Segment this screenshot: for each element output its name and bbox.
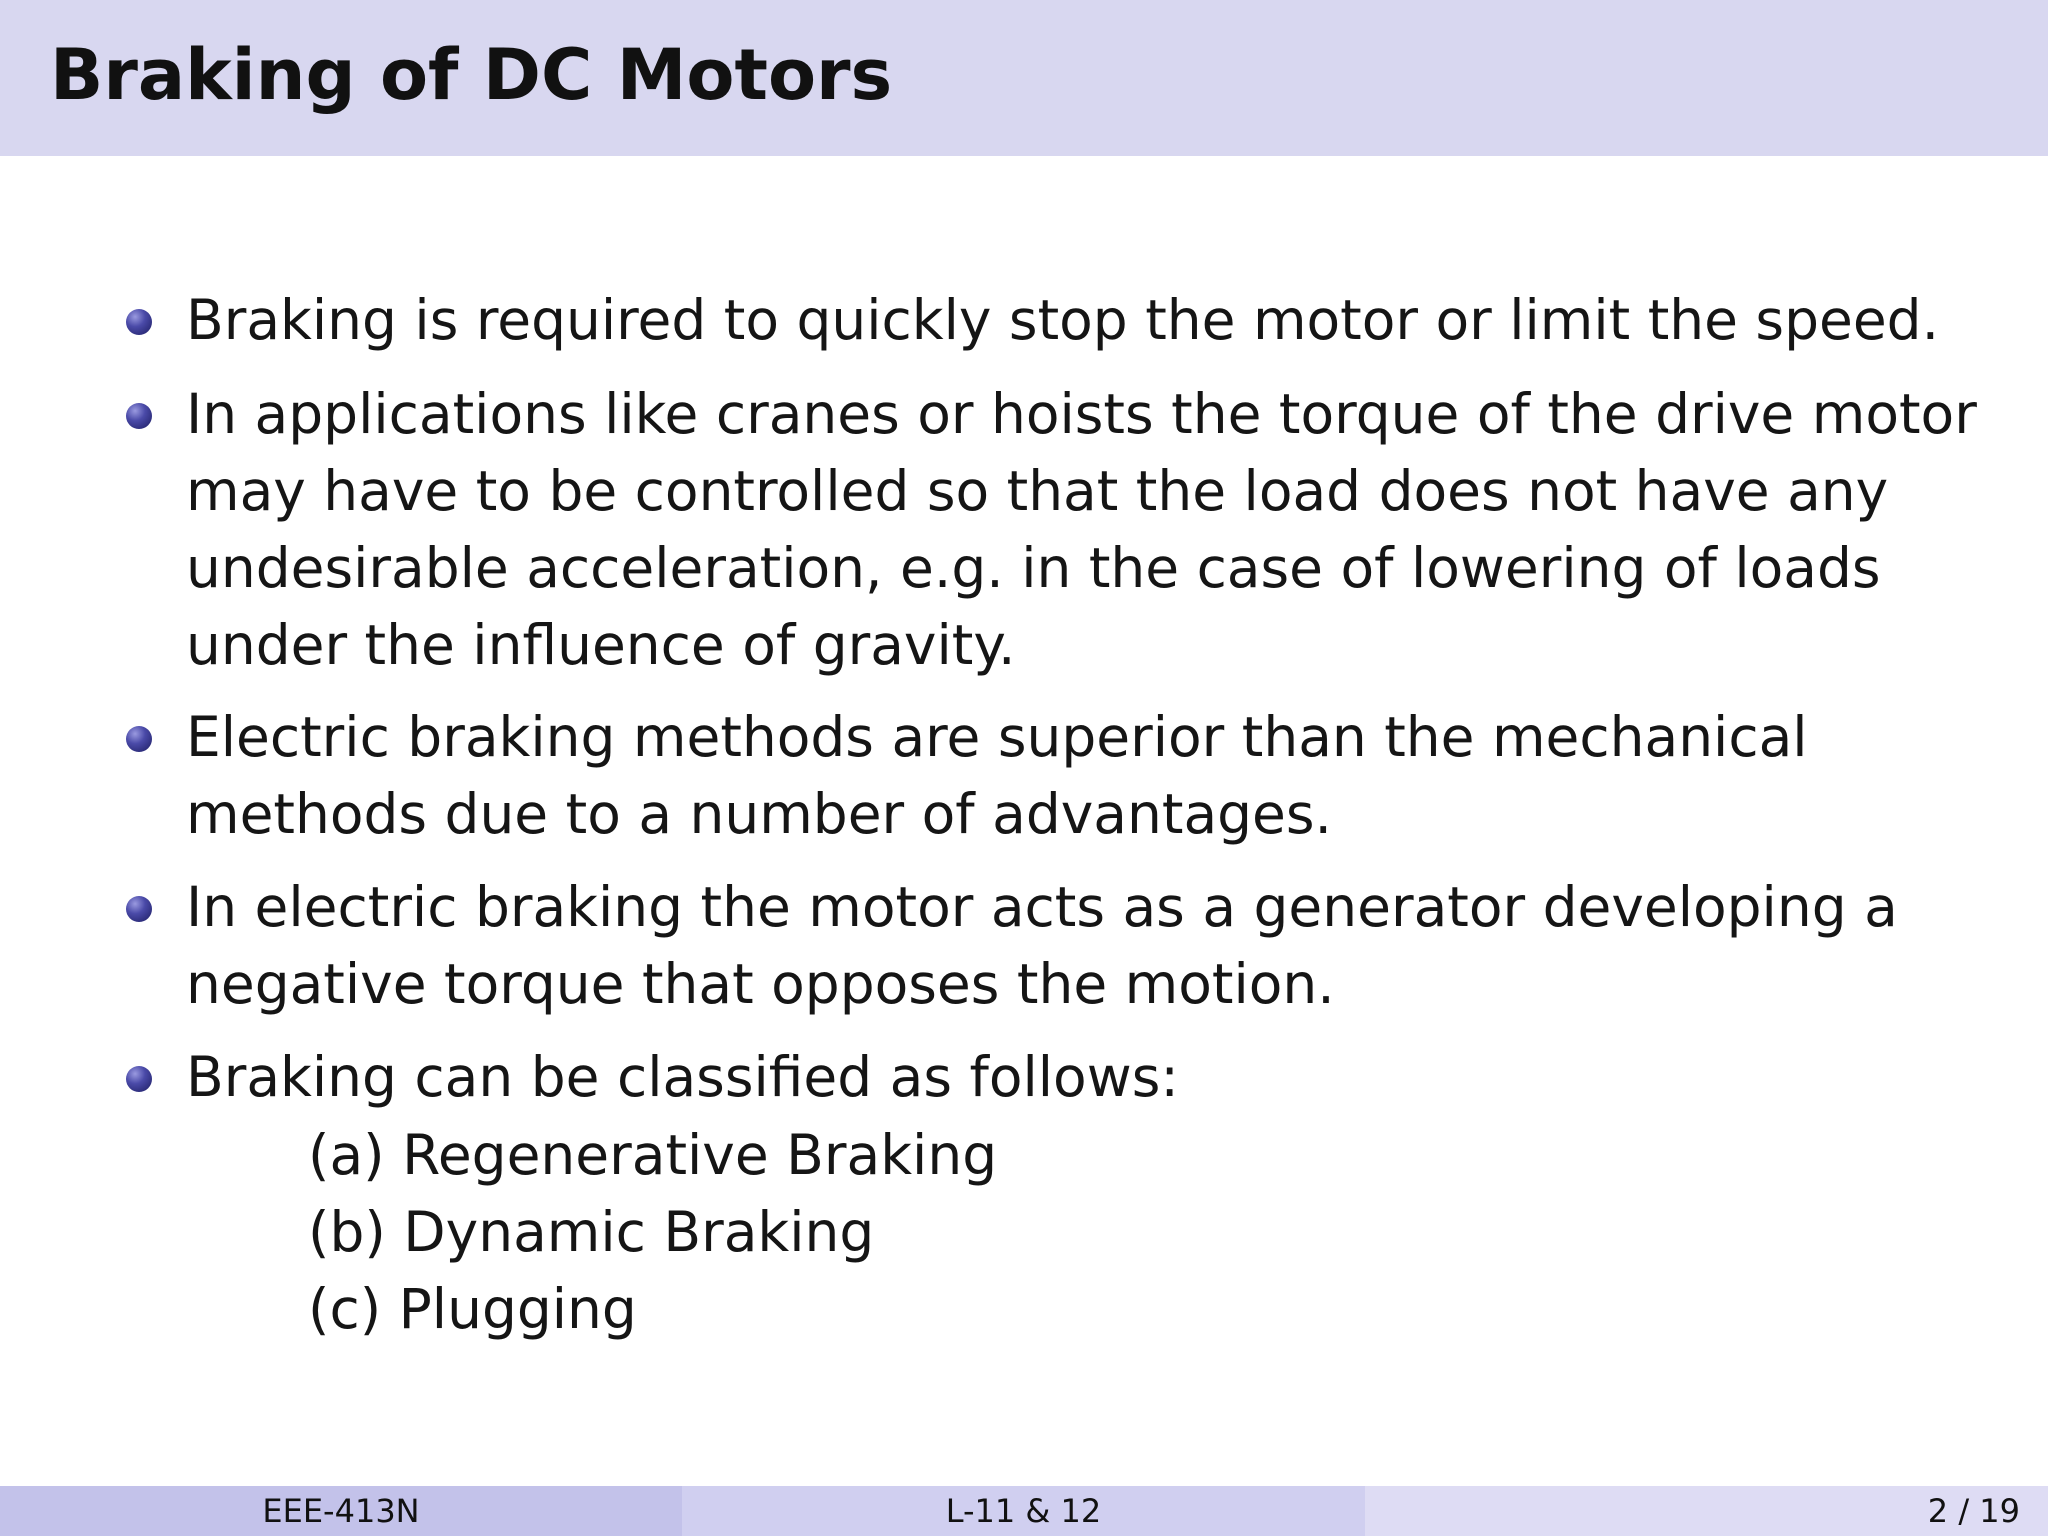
- bullet-text: Braking can be classified as follows:: [186, 1045, 1179, 1109]
- bullet-item: [186, 1039, 2016, 1116]
- bullet-dot-icon: [126, 1066, 152, 1092]
- footer-page-text: 2 / 19: [1927, 1492, 2020, 1530]
- braking-type-item: (b) Dynamic Braking: [308, 1200, 875, 1264]
- bullet-item: [186, 699, 2016, 853]
- bullet-item: [186, 282, 2016, 359]
- bullet-dot-icon: [126, 309, 152, 335]
- footer-lecture-text: L-11 & 12: [945, 1492, 1102, 1530]
- bullet-text: In applications like cranes or hoists the torque of the drive motor may have to be controlled so that the load does not have any undesirable acceleration, e.g. in the case of lowering of loads under the influence of gravity.: [186, 382, 1977, 677]
- footer-course-text: EEE-413N: [262, 1492, 420, 1530]
- bullet-dot-icon: [126, 403, 152, 429]
- braking-types-list: [308, 1117, 997, 1348]
- braking-type-item: (a) Regenerative Braking: [308, 1123, 998, 1187]
- slide-title: Braking of DC Motors: [50, 34, 893, 116]
- slide-footer: [0, 1486, 2048, 1536]
- title-bar: [0, 0, 2048, 156]
- bullet-text: Electric braking methods are superior than the mechanical methods due to a number of advantages.: [186, 705, 1808, 846]
- bullet-dot-icon: [126, 896, 152, 922]
- bullet-item: [186, 869, 2016, 1023]
- braking-type-item: (c) Plugging: [308, 1277, 637, 1341]
- bullet-dot-icon: [126, 726, 152, 752]
- footer-page-number: [1365, 1486, 2048, 1536]
- bullet-item: [186, 376, 2016, 684]
- footer-lecture: [682, 1486, 1365, 1536]
- bullet-text: Braking is required to quickly stop the motor or limit the speed.: [186, 288, 1940, 352]
- bullet-text: In electric braking the motor acts as a generator developing a negative torque that opposes the motion.: [186, 875, 1898, 1016]
- footer-course: [0, 1486, 682, 1536]
